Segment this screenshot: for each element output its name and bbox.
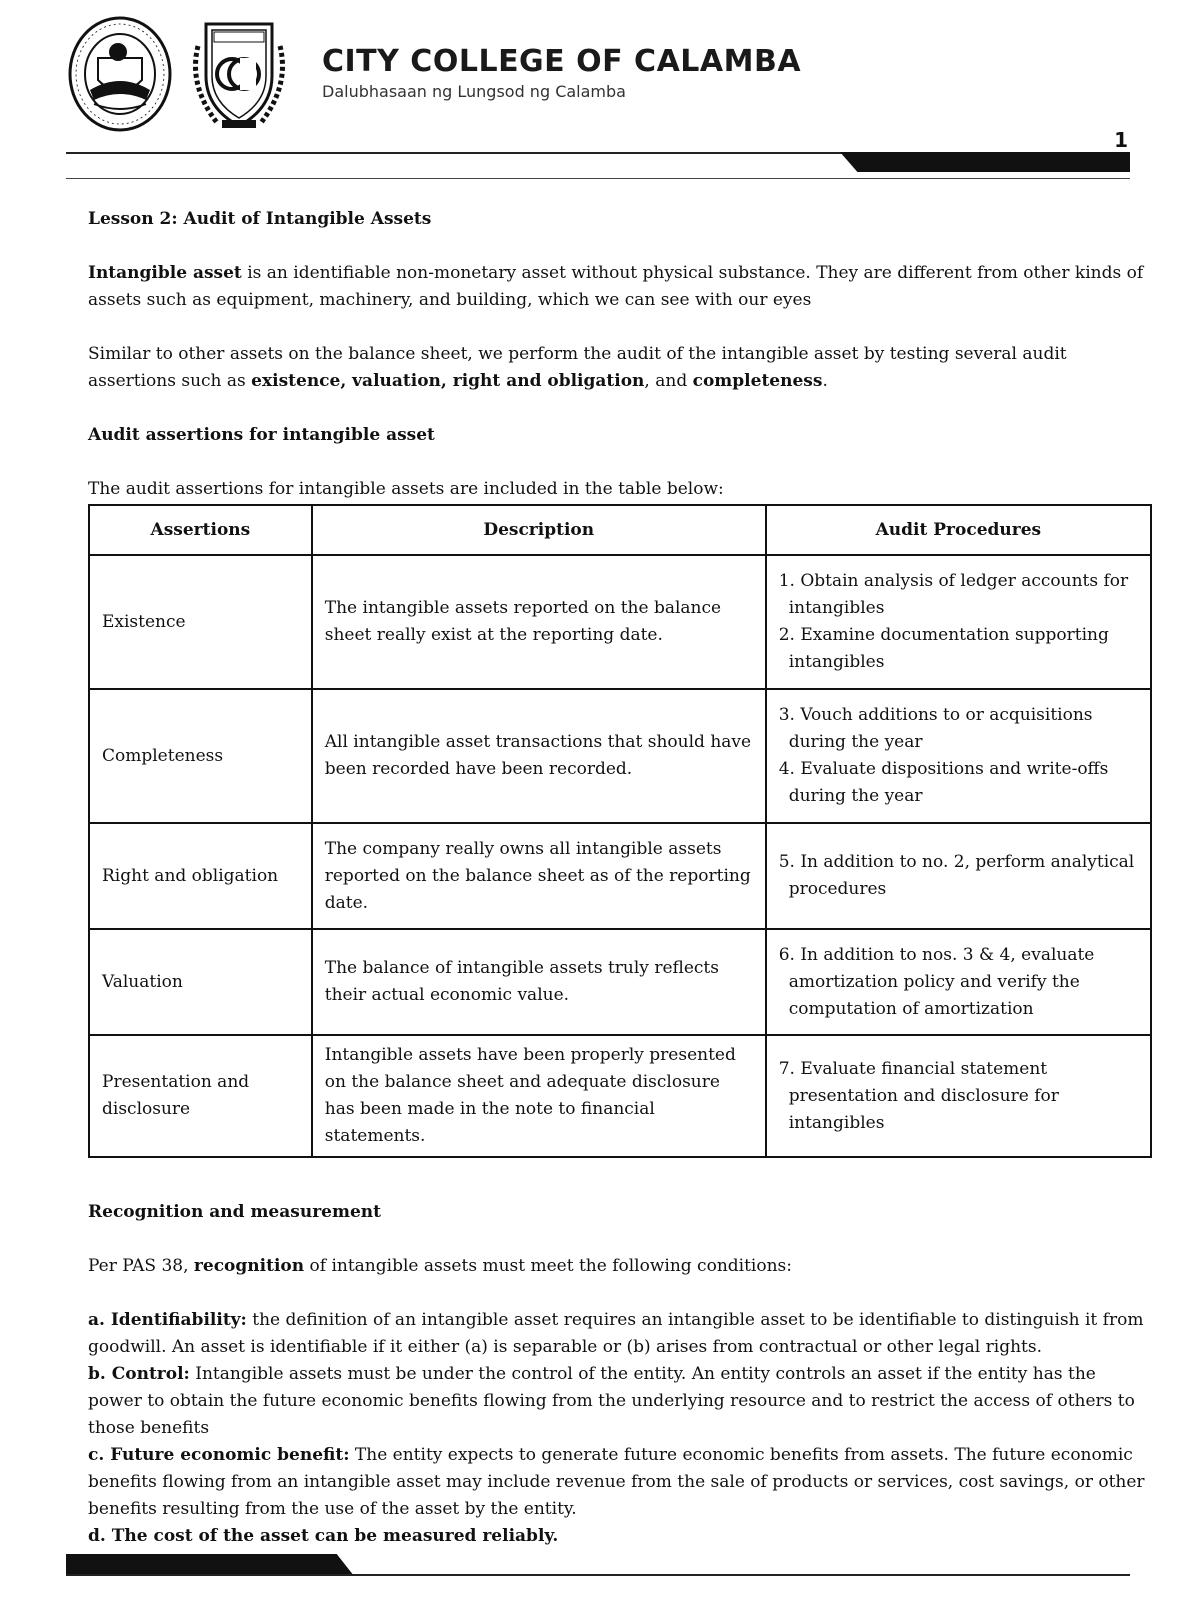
column-header-assertions: Assertions <box>89 505 312 555</box>
intro-paragraph <box>88 260 1150 314</box>
recognition-intro-bold: recognition <box>193 1256 305 1276</box>
similar-end: . <box>822 371 828 391</box>
lesson-title: Lesson 2: Audit of Intangible Assets <box>88 209 432 229</box>
table-header-row <box>89 505 1151 555</box>
condition-label: b. Control: <box>88 1364 190 1384</box>
ccc-shield-logo <box>188 16 290 134</box>
assertions-table <box>88 504 1152 1158</box>
procedure-item: 7. Evaluate financial statement presentation and disclosure for intangibles <box>778 1058 1059 1133</box>
assertion-cell: Presentation and disclosure <box>89 1035 312 1157</box>
procedure-item: 6. In addition to nos. 3 & 4, evaluate amortization policy and verify the computation of amortization <box>778 944 1095 1019</box>
procedures-cell <box>766 689 1151 823</box>
footer-rule <box>66 1574 1130 1576</box>
recognition-heading: Recognition and measurement <box>88 1202 381 1222</box>
page-number: 1 <box>1114 128 1128 152</box>
procedure-item: 2. Examine documentation supporting intangibles <box>778 625 1109 672</box>
page-header <box>0 0 1200 190</box>
intro-text: is an identifiable non-monetary asset without physical substance. They are different from other kinds of assets such as equipment, machinery, and building, which we can see with our eyes <box>88 263 1144 310</box>
description-cell: The intangible assets reported on the balance sheet really exist at the reporting date. <box>312 555 766 689</box>
table-row <box>89 555 1151 689</box>
procedures-cell <box>766 1035 1151 1157</box>
procedure-item: 4. Evaluate dispositions and write-offs during the year <box>778 759 1109 806</box>
condition-text: The entity expects to generate future economic benefits from assets. The future economic benefits flowing from an intangible asset may include revenue from the sale of products or services, cost savings, or other benefits resulting from the use of the asset by the entity. <box>88 1445 1145 1519</box>
condition-cost-measured <box>88 1523 1150 1550</box>
similar-conj: , and <box>644 371 693 391</box>
header-rule-thin <box>66 178 1130 179</box>
procedure-item: 3. Vouch additions to or acquisitions during the year <box>778 705 1093 752</box>
description-cell: Intangible assets have been properly presented on the balance sheet and adequate disclosure has been made in the note to financial statements. <box>312 1035 766 1157</box>
condition-label: c. Future economic benefit: <box>88 1445 350 1465</box>
footer-accent-bar <box>66 1554 354 1576</box>
assertion-cell: Existence <box>89 555 312 689</box>
college-subtitle: Dalubhasaan ng Lungsod ng Calamba <box>322 82 626 101</box>
description-cell: The balance of intangible assets truly reflects their actual economic value. <box>312 929 766 1035</box>
assertions-heading: Audit assertions for intangible asset <box>88 425 435 445</box>
condition-text: Intangible assets must be under the control of the entity. An entity controls an asset if the entity has the power to obtain the future economic benefits flowing from the underlying resource and to restrict the access of others to those benefits <box>88 1364 1135 1438</box>
condition-control <box>88 1361 1150 1442</box>
table-row <box>89 929 1151 1035</box>
procedure-item: 1. Obtain analysis of ledger accounts for intangibles <box>778 571 1129 618</box>
similar-bold-completeness: completeness <box>692 371 823 391</box>
similar-bold-assertions: existence, valuation, right and obligation <box>251 371 645 391</box>
condition-text: the definition of an intangible asset requires an intangible asset to be identifiable to distinguish it from goodwill. An asset is identifiable if it either (a) is separable or (b) arises from contractual or other legal rights. <box>88 1310 1144 1357</box>
college-name: CITY COLLEGE OF CALAMBA <box>322 44 802 79</box>
condition-label: d. The cost of the asset can be measured reliably. <box>88 1526 559 1546</box>
description-cell: The company really owns all intangible assets reported on the balance sheet as of the reporting date. <box>312 823 766 929</box>
condition-label: a. Identifiability: <box>88 1310 247 1330</box>
condition-future-benefit <box>88 1442 1150 1523</box>
procedures-cell <box>766 929 1151 1035</box>
procedures-cell <box>766 823 1151 929</box>
header-accent-bar <box>840 152 1130 172</box>
recognition-section <box>88 1172 1150 1550</box>
procedure-item: 5. In addition to no. 2, perform analytical procedures <box>778 852 1135 899</box>
recognition-intro <box>88 1253 1150 1280</box>
assertion-cell: Valuation <box>89 929 312 1035</box>
city-seal-logo <box>68 16 172 132</box>
description-cell: All intangible asset transactions that should have been recorded have been recorded. <box>312 689 766 823</box>
document-body <box>88 206 1150 1550</box>
procedures-cell <box>766 555 1151 689</box>
recognition-intro-pre: Per PAS 38, <box>88 1256 194 1276</box>
table-row <box>89 1035 1151 1157</box>
column-header-procedures: Audit Procedures <box>766 505 1151 555</box>
similar-paragraph <box>88 341 1150 395</box>
column-header-description: Description <box>312 505 766 555</box>
table-intro: The audit assertions for intangible assets are included in the table below: <box>88 479 724 499</box>
intro-term: Intangible asset <box>88 263 242 283</box>
table-row <box>89 823 1151 929</box>
table-row <box>89 689 1151 823</box>
assertion-cell: Completeness <box>89 689 312 823</box>
assertion-cell: Right and obligation <box>89 823 312 929</box>
similar-text: Similar to other assets on the balance sheet, we perform the audit of the intangible asset by testing several audit assertions such as <box>88 344 1067 391</box>
condition-identifiability <box>88 1307 1150 1361</box>
recognition-intro-post: of intangible assets must meet the following conditions: <box>304 1256 792 1276</box>
